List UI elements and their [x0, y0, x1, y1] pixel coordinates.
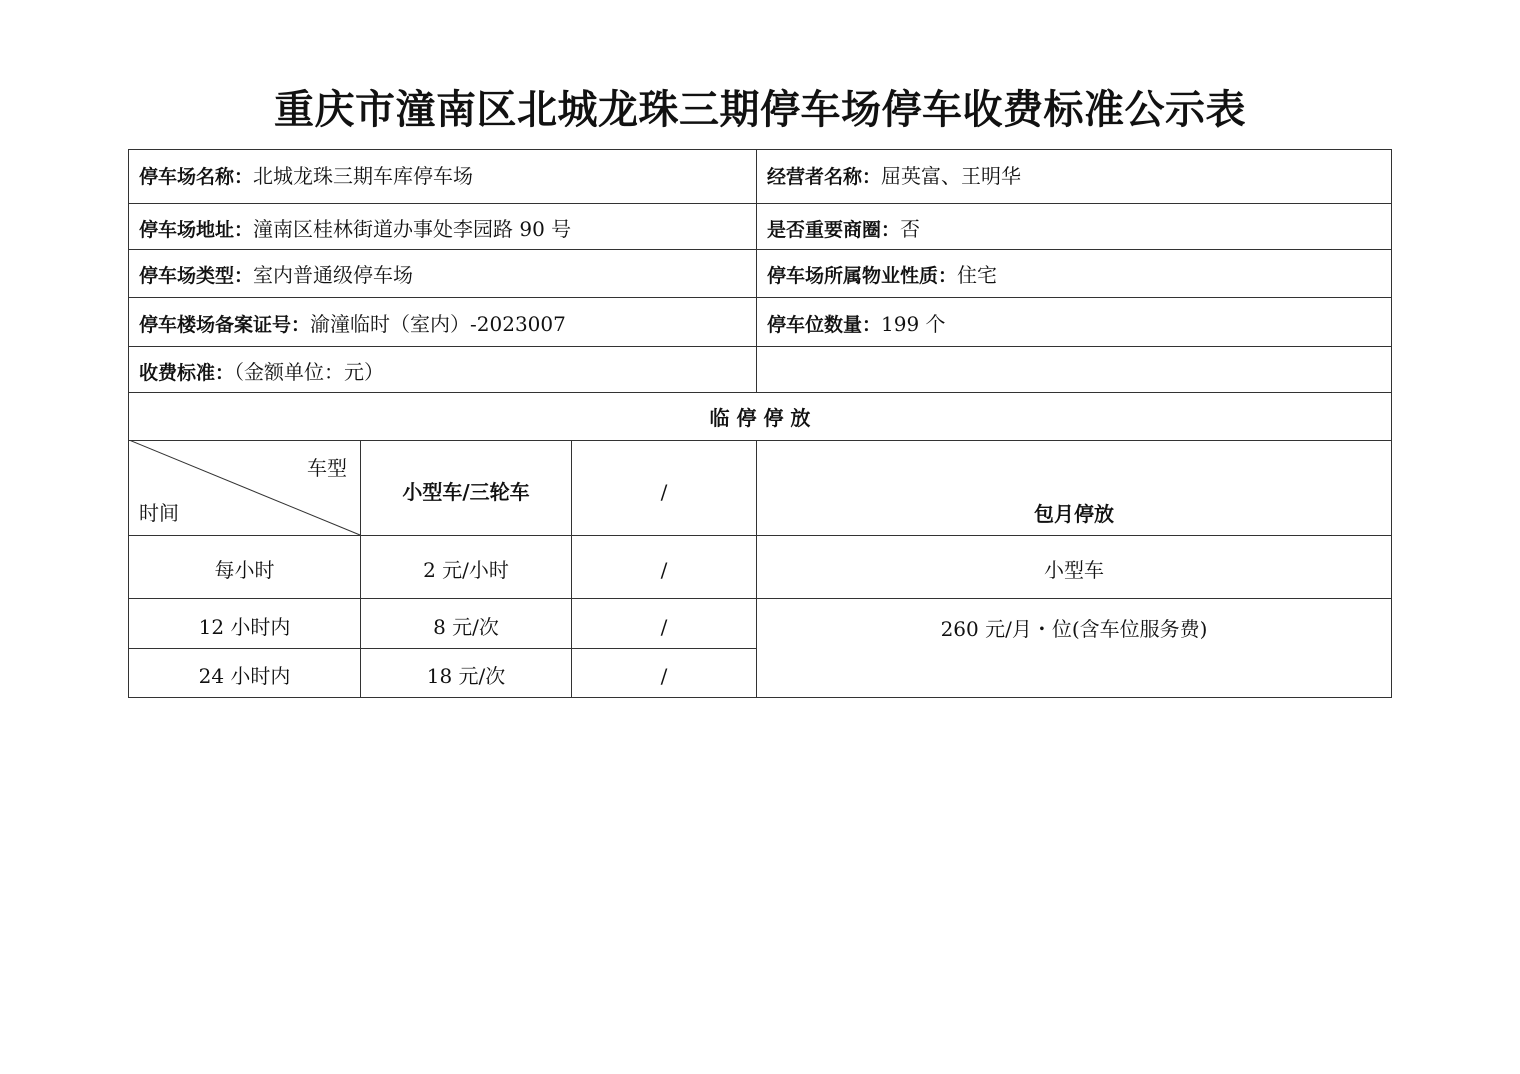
lot-name-value: 北城龙珠三期车库停车场: [253, 164, 474, 188]
address-cell: [139, 217, 571, 242]
row-small-12h: 8 元/次: [433, 615, 499, 639]
property-value: 住宅: [957, 263, 998, 287]
spaces-label: 停车位数量：: [767, 314, 882, 336]
page-title: 重庆市潼南区北城龙珠三期停车场停车收费标准公示表: [274, 87, 1246, 133]
operator-cell: [767, 164, 1021, 189]
lot-name-label: 停车场名称：: [139, 166, 254, 188]
row-other-12h: /: [660, 615, 668, 639]
operator-label: 经营者名称：: [767, 166, 882, 188]
lot-name-cell: [139, 164, 473, 189]
row-divider: [129, 598, 1391, 599]
spaces-cell: [767, 312, 946, 337]
row-divider: [129, 203, 1391, 204]
row-other-hourly: /: [660, 558, 668, 582]
record-label: 停车楼场备案证号：: [139, 314, 311, 336]
monthly-vehicle-type: 小型车: [1044, 558, 1104, 582]
address-value: 潼南区桂林街道办事处李园路 90 号: [253, 217, 572, 241]
column-divider: [756, 150, 757, 392]
fee-standard-cell: [139, 360, 384, 385]
diag-header-time: 时间: [139, 501, 179, 525]
spaces-value: 199 个: [881, 312, 946, 336]
record-cell: [139, 312, 566, 337]
diag-header-vehicle-type: 车型: [307, 456, 347, 480]
fee-standard-value: （金额单位：元）: [234, 360, 385, 384]
row-divider: [129, 346, 1391, 347]
address-label: 停车场地址：: [139, 219, 254, 241]
row-time-hourly: 每小时: [214, 558, 275, 582]
row-other-24h: /: [660, 664, 668, 688]
fee-standard-label: 收费标准：: [139, 362, 235, 384]
col-header-other: /: [660, 480, 668, 504]
fee-table: [128, 149, 1392, 698]
row-time-12h: 12 小时内: [198, 615, 291, 639]
row-divider: [129, 297, 1391, 298]
monthly-price: 260 元/月・位(含车位服务费): [940, 617, 1208, 641]
property-label: 停车场所属物业性质：: [767, 265, 958, 287]
record-value: 渝潼临时（室内）-2023007: [310, 312, 566, 336]
operator-value: 屈英富、王明华: [881, 164, 1022, 188]
col-header-small-vehicle: 小型车/三轮车: [402, 480, 530, 504]
lot-type-value: 室内普通级停车场: [253, 263, 414, 287]
row-divider: [129, 392, 1391, 393]
property-cell: [767, 263, 997, 288]
lot-type-cell: [139, 263, 413, 288]
row-small-24h: 18 元/次: [426, 664, 506, 688]
business-district-value: 否: [900, 217, 921, 241]
row-small-hourly: 2 元/小时: [423, 558, 509, 582]
business-district-cell: [767, 217, 920, 242]
lot-type-label: 停车场类型：: [139, 265, 254, 287]
col-header-monthly: 包月停放: [1034, 502, 1114, 526]
business-district-label: 是否重要商圈：: [767, 219, 901, 241]
temp-parking-title: 临 停 停 放: [709, 406, 811, 430]
row-divider: [129, 648, 757, 649]
row-time-24h: 24 小时内: [198, 664, 291, 688]
row-divider: [129, 249, 1391, 250]
